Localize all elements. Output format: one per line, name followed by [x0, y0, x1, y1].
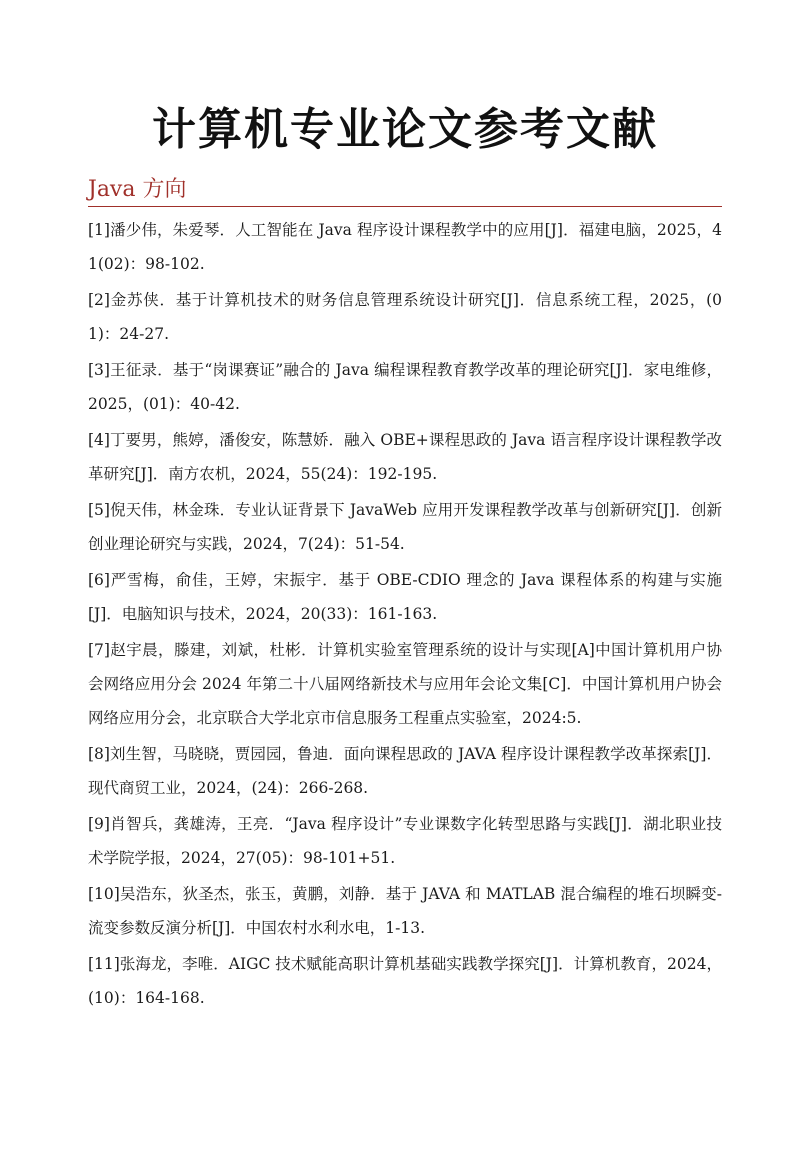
reference-item-10: [10]吴浩东，狄圣杰，张玉，黄鹏，刘静．基于 JAVA 和 MATLAB 混合编程的堆石坝瞬变-流变参数反演分析[J]．中国农村水利水电，1-13. [88, 885, 722, 937]
reference-item-5: [5]倪天伟，林金珠．专业认证背景下 JavaWeb 应用开发课程教学改革与创新研究[J]．创新创业理论研究与实践，2024，7(24)：51-54. [88, 501, 722, 553]
reference-item-8: [8]刘生智，马晓晓，贾园园，鲁迪．面向课程思政的 JAVA 程序设计课程教学改革探索[J]．现代商贸工业，2024，(24)：266-268. [88, 745, 722, 797]
reference-item-9: [9]肖智兵，龚雄涛，王亮．“Java 程序设计”专业课数字化转型思路与实践[J]．湖北职业技术学院学报，2024，27(05)：98-101+51. [88, 815, 722, 867]
reference-item-6: [6]严雪梅，俞佳，王婷，宋振宇．基于 OBE-CDIO 理念的 Java 课程体系的构建与实施[J]．电脑知识与技术，2024，20(33)：161-163. [88, 571, 722, 623]
reference-item-7: [7]赵宇晨，滕建，刘斌，杜彬．计算机实验室管理系统的设计与实现[A]中国计算机用户协会网络应用分会 2024 年第二十八届网络新技术与应用年会论文集[C]．中国计算机用户协会网络应用分会，北京联合大学北京市信息服务工程重点实验室，2024:5. [88, 641, 722, 727]
reference-item-2: [2]金苏侠．基于计算机技术的财务信息管理系统设计研究[J]．信息系统工程，2025，(01)：24-27. [88, 291, 722, 343]
reference-item-11: [11]张海龙，李唯．AIGC 技术赋能高职计算机基础实践教学探究[J]．计算机教育，2024，(10)：164-168. [88, 955, 722, 1007]
section-heading: Java 方向 [88, 176, 722, 207]
reference-item-3: [3]王征录．基于“岗课赛证”融合的 Java 编程课程教育教学改革的理论研究[J]．家电维修，2025，(01)：40-42. [88, 361, 722, 413]
reference-item-4: [4]丁要男，熊婷，潘俊安，陈慧娇．融入 OBE+课程思政的 Java 语言程序设计课程教学改革研究[J]．南方农机，2024，55(24)：192-195. [88, 431, 722, 483]
reference-list [88, 213, 722, 1015]
section-java [88, 176, 722, 1015]
reference-item-1: [1]潘少伟，朱爱琴．人工智能在 Java 程序设计课程教学中的应用[J]．福建电脑，2025，41(02)：98-102. [88, 221, 722, 273]
page-title: 计算机专业论文参考文献 [152, 104, 658, 155]
